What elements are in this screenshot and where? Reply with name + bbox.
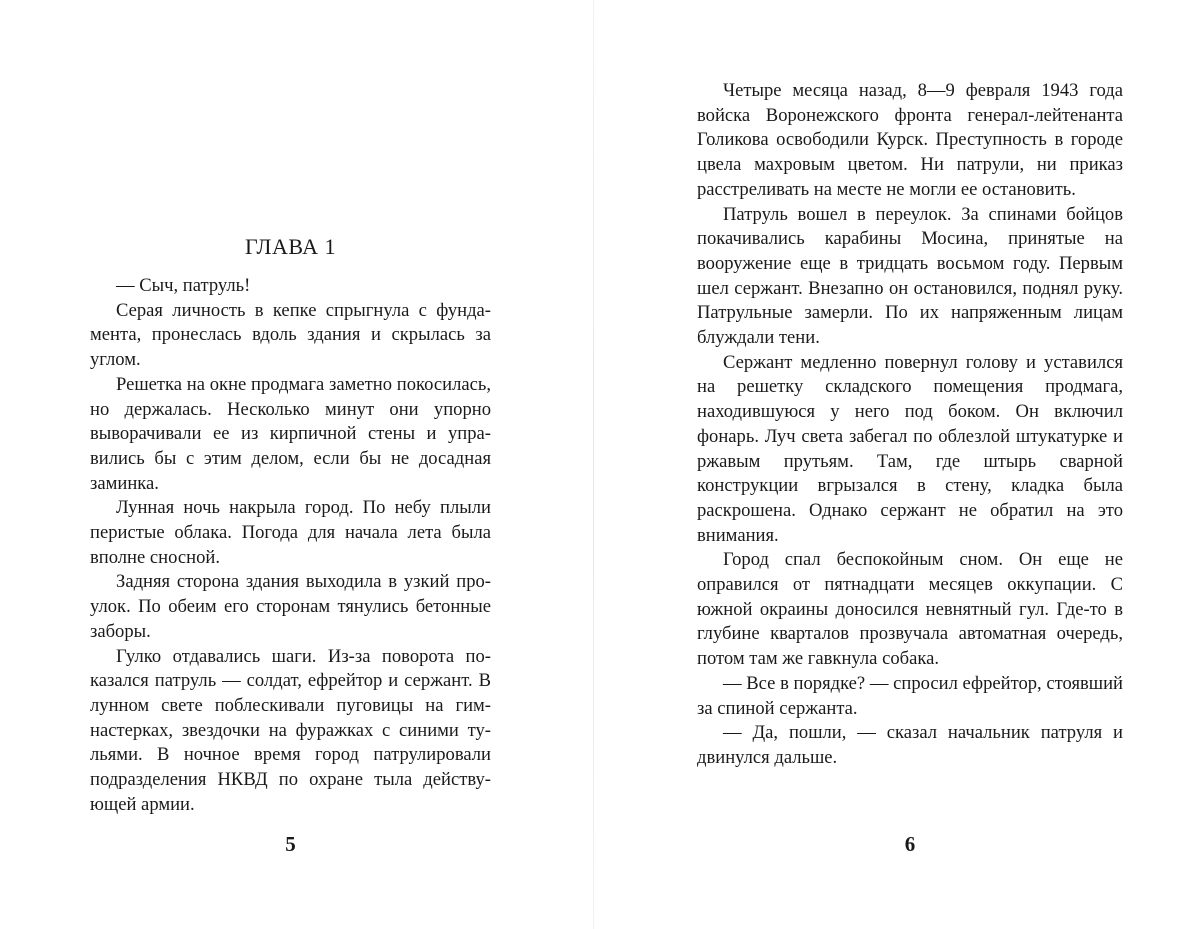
page-number: 5: [285, 832, 296, 856]
paragraph: Серая личность в кепке спрыгнула с фундамента, пронеслась вдоль здания и скрылась за углом.: [90, 299, 491, 371]
paragraph: Сержант медленно повернул голову и уставился на решетку складского помещения продмага, находившуюся у него под боком. Он включил фонарь. Луч света забегал по облезлой штукатурке и ржавым прутьям. Там, где штырь сварной конструкции вгрызался в стену, кладка была раскрошена. Однако сержант не обратил на это внимания.: [697, 351, 1123, 546]
book-gutter: [593, 0, 594, 929]
paragraph: Гулко отдавались шаги. Из-за поворота показался патруль — солдат, ефрейтор и сержант. В лунном свете поблескивали пуговицы на гимнастерках, звездочки на фуражках с синими тульями. В ночное время город патрулировали подразделения НКВД по охране тыла действующей армии.: [90, 645, 491, 815]
paragraph: Город спал беспокойным сном. Он еще не оправился от пятнадцати месяцев оккупации. С южной окраины доносился невнятный гул. Где-то в глубине кварталов прозвучала автоматная очередь, потом там же гавкнула собака.: [697, 549, 1123, 670]
left-page-text: [90, 274, 491, 817]
paragraph: — Все в порядке? — спросил ефрейтор, стоявший за спиной сержанта.: [697, 672, 1123, 719]
left-page: [90, 0, 491, 929]
paragraph: — Сыч, патруль!: [116, 275, 251, 296]
paragraph: — Да, пошли, — сказал начальник патруля и двинулся дальше.: [697, 722, 1123, 768]
paragraph: Четыре месяца назад, 8—9 февраля 1943 года войска Воронежского фронта генерал-лейтенанта Голикова освободили Курск. Преступность в городе цвела махровым цветом. Ни патрули, ни приказ расстреливать на месте не могли ее остановить.: [697, 80, 1123, 200]
right-page-text: [697, 79, 1123, 771]
paragraph: Задняя сторона здания выходила в узкий проулок. По обеим его сторонам тянулись бетонные заборы.: [90, 571, 491, 642]
right-page: [697, 0, 1123, 929]
page-number: 6: [904, 832, 916, 856]
paragraph: Решетка на окне продмага заметно покосилась, но держалась. Несколько минут они упорно выворачивали ее из кирпичной стены и управились бы с этим делом, если бы не досадная заминка.: [90, 373, 491, 494]
chapter-title: ГЛАВА 1: [244, 234, 337, 259]
paragraph: Патруль вошел в переулок. За спинами бойцов покачивались карабины Мосина, принятые на вооружение еще в тридцать восьмом году. Первым шел сержант. Внезапно он остановился, поднял руку. Патрульные замерли. По их напряженным лицам блуждали тени.: [697, 203, 1123, 349]
paragraph: Лунная ночь накрыла город. По небу плыли перистые облака. Погода для начала лета была вполне сносной.: [90, 497, 491, 568]
